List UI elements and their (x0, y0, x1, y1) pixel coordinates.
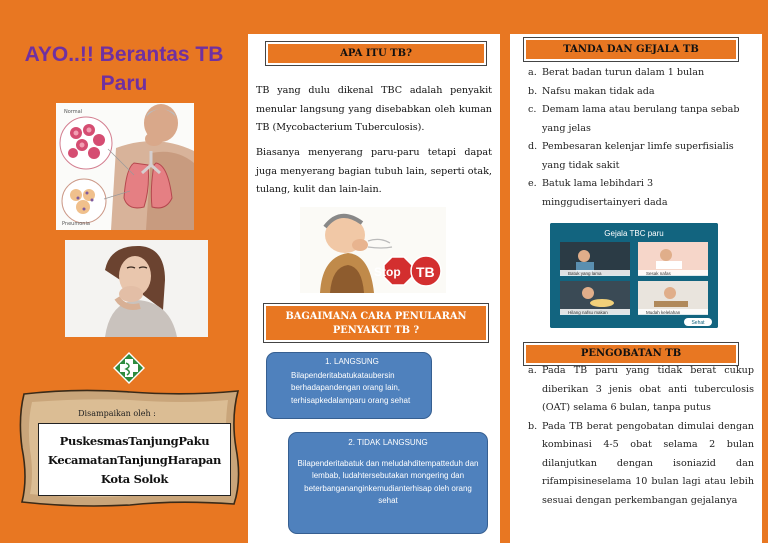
org-line-3: Kota Solok (100, 472, 169, 486)
penularan-header (264, 304, 488, 342)
cover-title-line1: AYO..!! Berantas TB (24, 43, 224, 66)
org-line-1: PuskesmasTanjungPaku (59, 434, 210, 448)
penularan-header-line2: PENYAKIT TB ? (332, 325, 420, 336)
cover-panel (0, 0, 248, 543)
gejala-title: Gejala TBC paru (604, 229, 664, 238)
tidak-langsung-body: Bilapenderitabatuk dan meludahditempatteduh dan lembab, ludahtersebutakan mongering dan beterbangananginkemudianterhisap oleh orang sehat (297, 458, 479, 506)
coughing-woman-photo (65, 240, 208, 337)
gejala-cap2: Sesak nafas (646, 271, 671, 276)
langsung-title: 1. LANGSUNG (325, 357, 379, 366)
svg-text:Normal: Normal (64, 109, 83, 115)
gejala-tbc-infographic (550, 223, 718, 328)
info-panel (248, 34, 500, 543)
pengobatan-header: PENGOBATAN TB (524, 343, 738, 365)
tanda-list (518, 64, 754, 212)
stop-label-tb: TB (416, 264, 435, 280)
org-line-2: KecamatanTanjungHarapan (47, 453, 222, 467)
list-item: e. Batuk lama lebihdari 3 minggudisertainyeri dada (528, 178, 668, 208)
tidak-langsung-bubble (288, 432, 488, 534)
list-item: d. Pembesaran kelenjar limfe superfisialis yang tidak sakit (528, 141, 734, 171)
symptoms-panel (510, 34, 762, 543)
tidak-langsung-title: 2. TIDAK LANGSUNG (348, 438, 428, 447)
apa-itu-paragraph-2: Biasanya menyerang paru-paru tetapi dapat juga menyerang bagian tubuh lain, seperti otak, tulang, kulit dan lain-lain. (256, 147, 492, 195)
list-item: b. Pada TB berat pengobatan dimulai dengan kombinasi 4-5 obat selama 2 bulan dilanjutkan dengan isoniazid dan rifampisineselama 10 bulan lagi atau lebih sesuai dengan perkembangan gejalanya (528, 420, 754, 506)
list-item: b. Nafsu makan tidak ada (528, 85, 655, 97)
list-item: c. Demam lama atau berulang tanpa sebab yang jelas (528, 104, 740, 134)
stop-label-stop: Stop (374, 265, 401, 279)
gejala-cap4: Mudah kelelahan (646, 310, 681, 315)
pengobatan-list (518, 362, 754, 510)
penularan-header-line1: BAGAIMANA CARA PENULARAN (285, 311, 467, 322)
apa-itu-paragraph-1: TB yang dulu dikenal TBC adalah penyakit menular langsung yang disebabkan oleh kuman TB (Mycobacterium Tuberculosis). (256, 85, 492, 133)
organization-box (38, 423, 231, 496)
langsung-body: Bilapenderitabatukataubersin berhadapandengan orang lain, terhisapkedalamparu orang sehat (291, 370, 411, 405)
cover-title (10, 40, 238, 98)
cover-title-line2: Paru (100, 72, 148, 95)
gejala-badge: Sehat (691, 320, 705, 326)
puskesmas-logo (112, 351, 146, 385)
lung-illustration (56, 103, 194, 230)
presenter-intro: Disampaikan oleh : (78, 409, 156, 418)
list-item: a. Pada TB paru yang tidak berat cukup diberikan 3 jenis obat anti tuberculosis (OAT) selama 6 bulan, tanpa putus (528, 365, 754, 413)
gejala-cap3: Hilang nafsu makan (568, 310, 608, 315)
svg-text:Pneumonia: Pneumonia (62, 221, 90, 227)
list-item: a. Berat badan turun dalam 1 bulan (528, 67, 705, 78)
tanda-header: TANDA DAN GEJALA TB (524, 38, 738, 61)
gejala-cap1: Batuk yang lama (568, 271, 602, 276)
langsung-bubble (266, 352, 432, 419)
stop-tb-illustration (300, 207, 446, 293)
apa-itu-header: APA ITU TB? (266, 42, 486, 65)
